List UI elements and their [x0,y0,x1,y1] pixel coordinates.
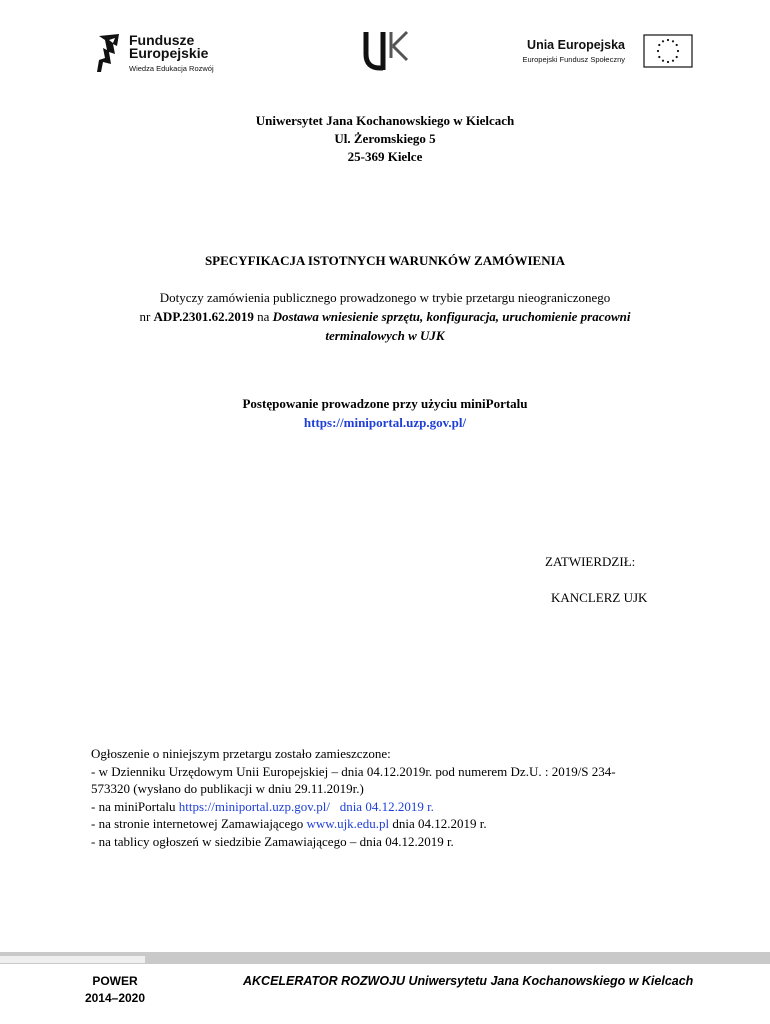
miniportal-link[interactable]: https://miniportal.uzp.gov.pl/ [303,415,467,430]
ujk-logo [363,30,421,72]
approved-label: ZATWIERDZIŁ: [545,554,636,569]
fe-logo-tagline: Wiedza Edukacja Rozwój [129,64,214,73]
fundusze-europejskie-flag-icon [95,32,123,74]
notice-line5 [91,815,691,833]
description-nr: nr [139,309,154,324]
document-title: SPECYFIKACJA ISTOTNYCH WARUNKÓW ZAMÓWIENIA [204,253,566,268]
fe-logo-line1: Fundusze [129,32,195,48]
notice-line3: 573320 (wysłano do publikacji w dniu 29.11.2019r.) [91,781,364,797]
order-subject: Dostawa wniesienie sprzętu, konfiguracja, uruchomienie pracowni [272,309,631,324]
signer-label: KANCLERZ UJK [551,590,648,605]
footer-bar-accent [0,956,145,963]
fe-logo-line2: Europejskie [129,45,209,61]
notice-miniportal-link[interactable]: https://miniportal.uzp.gov.pl/ [178,798,330,814]
fundusze-europejskie-logo [95,30,235,78]
notice-website-link[interactable]: www.ujk.edu.pl [306,816,390,832]
description-na: na [253,309,273,324]
notice-line1: Ogłoszenie o niniejszym przetargu zostało zamieszczone: [91,746,391,761]
power-program [70,973,160,1007]
notice-line6: - na tablicy ogłoszeń w siedzibie Zamawiającego – dnia 04.12.2019 r. [91,833,454,849]
eu-flag-icon [643,34,693,68]
street-address: Ul. Żeromskiego 5 [334,131,436,146]
eu-logo-line2: Europejski Fundusz Społeczny [522,55,625,64]
procedure-text: Postępowanie prowadzone przy użyciu miniPortalu [242,396,528,411]
university-address [0,112,770,166]
university-name: Uniwersytet Jana Kochanowskiego w Kielcach [255,113,515,128]
notice-line4-prefix: - na miniPortalu [91,798,179,814]
notice-line5-prefix: - na stronie internetowej Zamawiającego [91,816,307,832]
procedure-info [0,394,770,432]
notice-line2: - w Dzienniku Urzędowym Unii Europejskiej – dnia 04.12.2019r. pod numerem Dz.U. : 2019/S 234- [91,763,616,779]
power-years: 2014–2020 [84,991,146,1005]
power-label: POWER [92,974,138,988]
case-number: ADP.2301.62.2019 [153,309,254,324]
description-line2 [0,307,770,326]
publication-notice [91,745,691,851]
unia-europejska-logo [515,34,695,74]
description-line1: Dotyczy zamówienia publicznego prowadzonego w trybie przetargu nieograniczonego [159,290,611,305]
ujk-logo-icon [363,30,421,72]
notice-website-date: dnia 04.12.2019 r. [389,816,487,832]
project-name: AKCELERATOR ROZWOJU Uniwersytetu Jana Kochanowskiego w Kielcach [243,974,694,988]
order-subject-cont: terminalowych w UJK [325,328,445,343]
postal-city: 25-369 Kielce [347,149,423,164]
eu-logo-line1: Unia Europejska [527,38,625,52]
notice-miniportal-date: dnia 04.12.2019 r. [329,798,434,814]
notice-line4 [91,798,691,816]
order-description [0,288,770,345]
